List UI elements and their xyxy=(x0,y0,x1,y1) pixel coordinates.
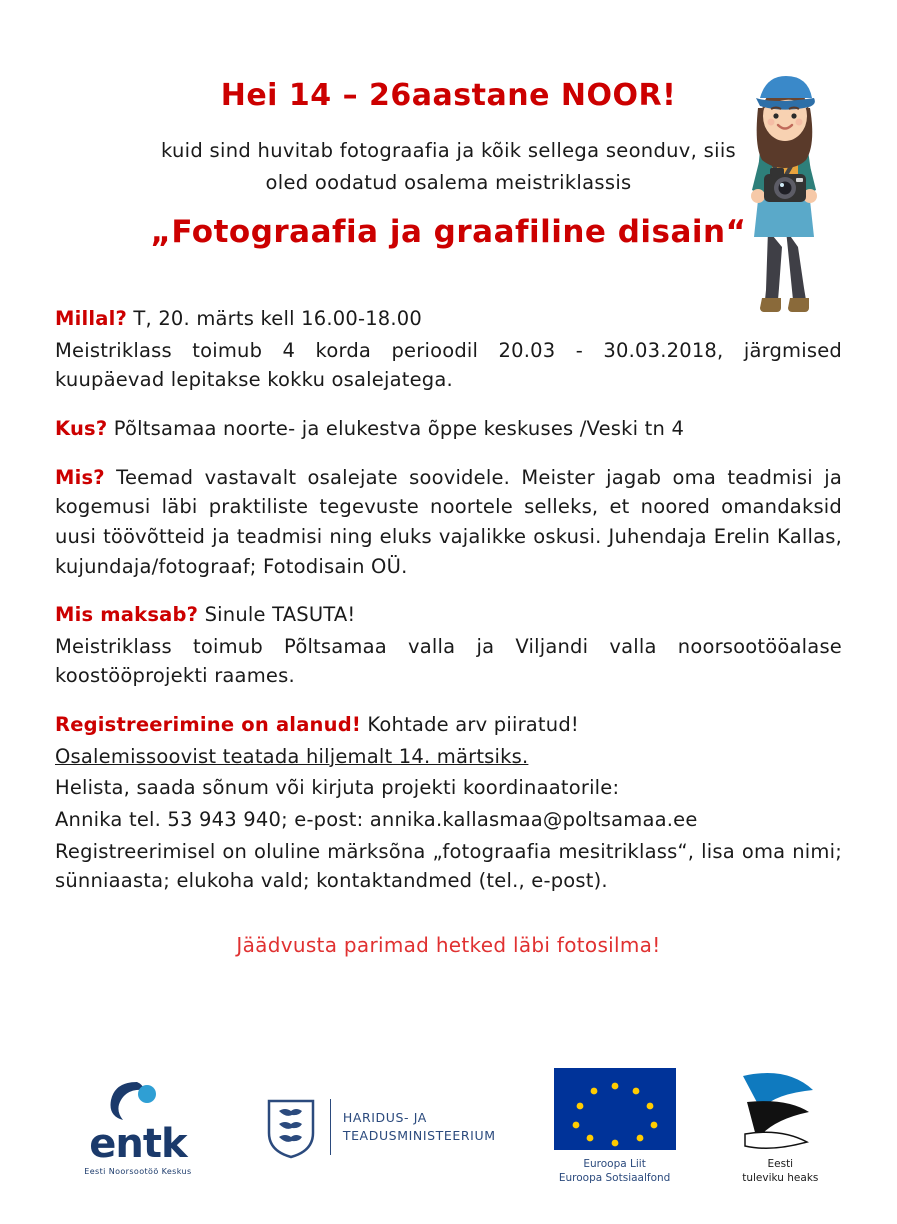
contact-details: Annika tel. 53 943 940; e-post: annika.kallasmaa@poltsamaa.ee xyxy=(55,807,698,831)
intro-line-1: kuid sind huvitab fotograafia ja kõik sellega seonduv, siis xyxy=(161,139,736,162)
intro-line-2: oled oodatud osalema meistriklassis xyxy=(265,170,632,194)
registration-deadline: Osalemissoovist teatada hiljemalt 14. märtsiks. xyxy=(55,744,529,768)
eu-flag-icon xyxy=(554,1068,676,1150)
ministry-line-2: TEADUSMINISTEERIUM xyxy=(342,1128,496,1143)
poster-header xyxy=(55,0,842,250)
logo-ministry xyxy=(264,1095,496,1159)
section-price xyxy=(55,600,842,691)
when-detail: Meistriklass toimub 4 korda perioodil 20.03 - 30.03.2018, järgmised kuupäevad lepitakse kokku osalejatega. xyxy=(55,338,842,392)
registration-label: Registreerimine on alanud! xyxy=(55,713,361,737)
what-value: Teemad vastavalt osalejate soovidele. Meister jagab oma teadmisi ja kogemusi läbi praktiliste tegevuste noortele selleks, et noored omandaksid uusi töövõtteid ja teadmisi ning eluks vajalikke oskusi. Juhendaja Erelin Kallas, kujundaja/fotograaf; Fotodisain OÜ. xyxy=(55,465,842,578)
estonian-coat-of-arms-icon xyxy=(264,1095,318,1159)
logo-eu xyxy=(554,1068,676,1185)
eu-caption-line-2: Euroopa Sotsiaalfond xyxy=(558,1172,671,1184)
estonia-caption-line-2: tuleviku heaks xyxy=(742,1172,819,1184)
page-subtitle: „Fotograafia ja graafiline disain“ xyxy=(150,214,747,251)
logo-entk xyxy=(70,1078,206,1176)
entk-subtitle: Eesti Noorsootöö Keskus xyxy=(84,1167,192,1176)
registration-value: Kohtade arv piiratud! xyxy=(367,713,579,737)
estonia-caption xyxy=(734,1158,827,1185)
price-label: Mis maksab? xyxy=(55,603,199,627)
eu-caption xyxy=(554,1158,676,1185)
entk-mark-icon xyxy=(107,1078,169,1122)
eu-caption-line-1: Euroopa Liit xyxy=(583,1158,646,1171)
page-title: Hei 14 – 26aastane NOOR! xyxy=(220,78,677,113)
poster-body xyxy=(55,304,842,960)
estonia-future-icon xyxy=(737,1068,823,1150)
section-where xyxy=(55,414,842,444)
registration-note: Registreerimisel on oluline märksõna „fotograafia mesitriklass“, lisa oma nimi; sünniaasta; elukoha vald; kontaktandmed (tel., e-post). xyxy=(55,839,842,893)
estonia-caption-line-1: Eesti xyxy=(767,1158,794,1171)
section-registration xyxy=(55,710,842,896)
where-label: Kus? xyxy=(55,417,108,441)
tagline: Jäädvusta parimad hetked läbi fotosilma! xyxy=(236,932,661,957)
ministry-line-1: HARIDUS- JA xyxy=(342,1109,427,1125)
logo-divider xyxy=(330,1099,331,1155)
intro-text xyxy=(139,135,759,198)
when-label: Millal? xyxy=(55,307,128,331)
logo-estonia xyxy=(734,1068,827,1185)
price-detail: Meistriklass toimub Põltsamaa valla ja Viljandi valla noorsootööalase koostööprojekti raames. xyxy=(55,634,842,688)
section-what xyxy=(55,463,842,582)
where-value: Põltsamaa noorte- ja elukestva õppe keskuses /Veski tn 4 xyxy=(113,417,685,441)
entk-wordmark: entk xyxy=(89,1121,187,1167)
girl-photographer-illustration xyxy=(708,62,848,322)
ministry-name xyxy=(343,1109,496,1145)
contact-intro: Helista, saada sõnum või kirjuta projekti koordinaatorile: xyxy=(55,776,620,800)
what-label: Mis? xyxy=(55,465,105,489)
footer-logos xyxy=(0,1052,897,1202)
price-value: Sinule TASUTA! xyxy=(204,603,356,627)
when-value: T, 20. märts kell 16.00-18.00 xyxy=(133,307,423,331)
